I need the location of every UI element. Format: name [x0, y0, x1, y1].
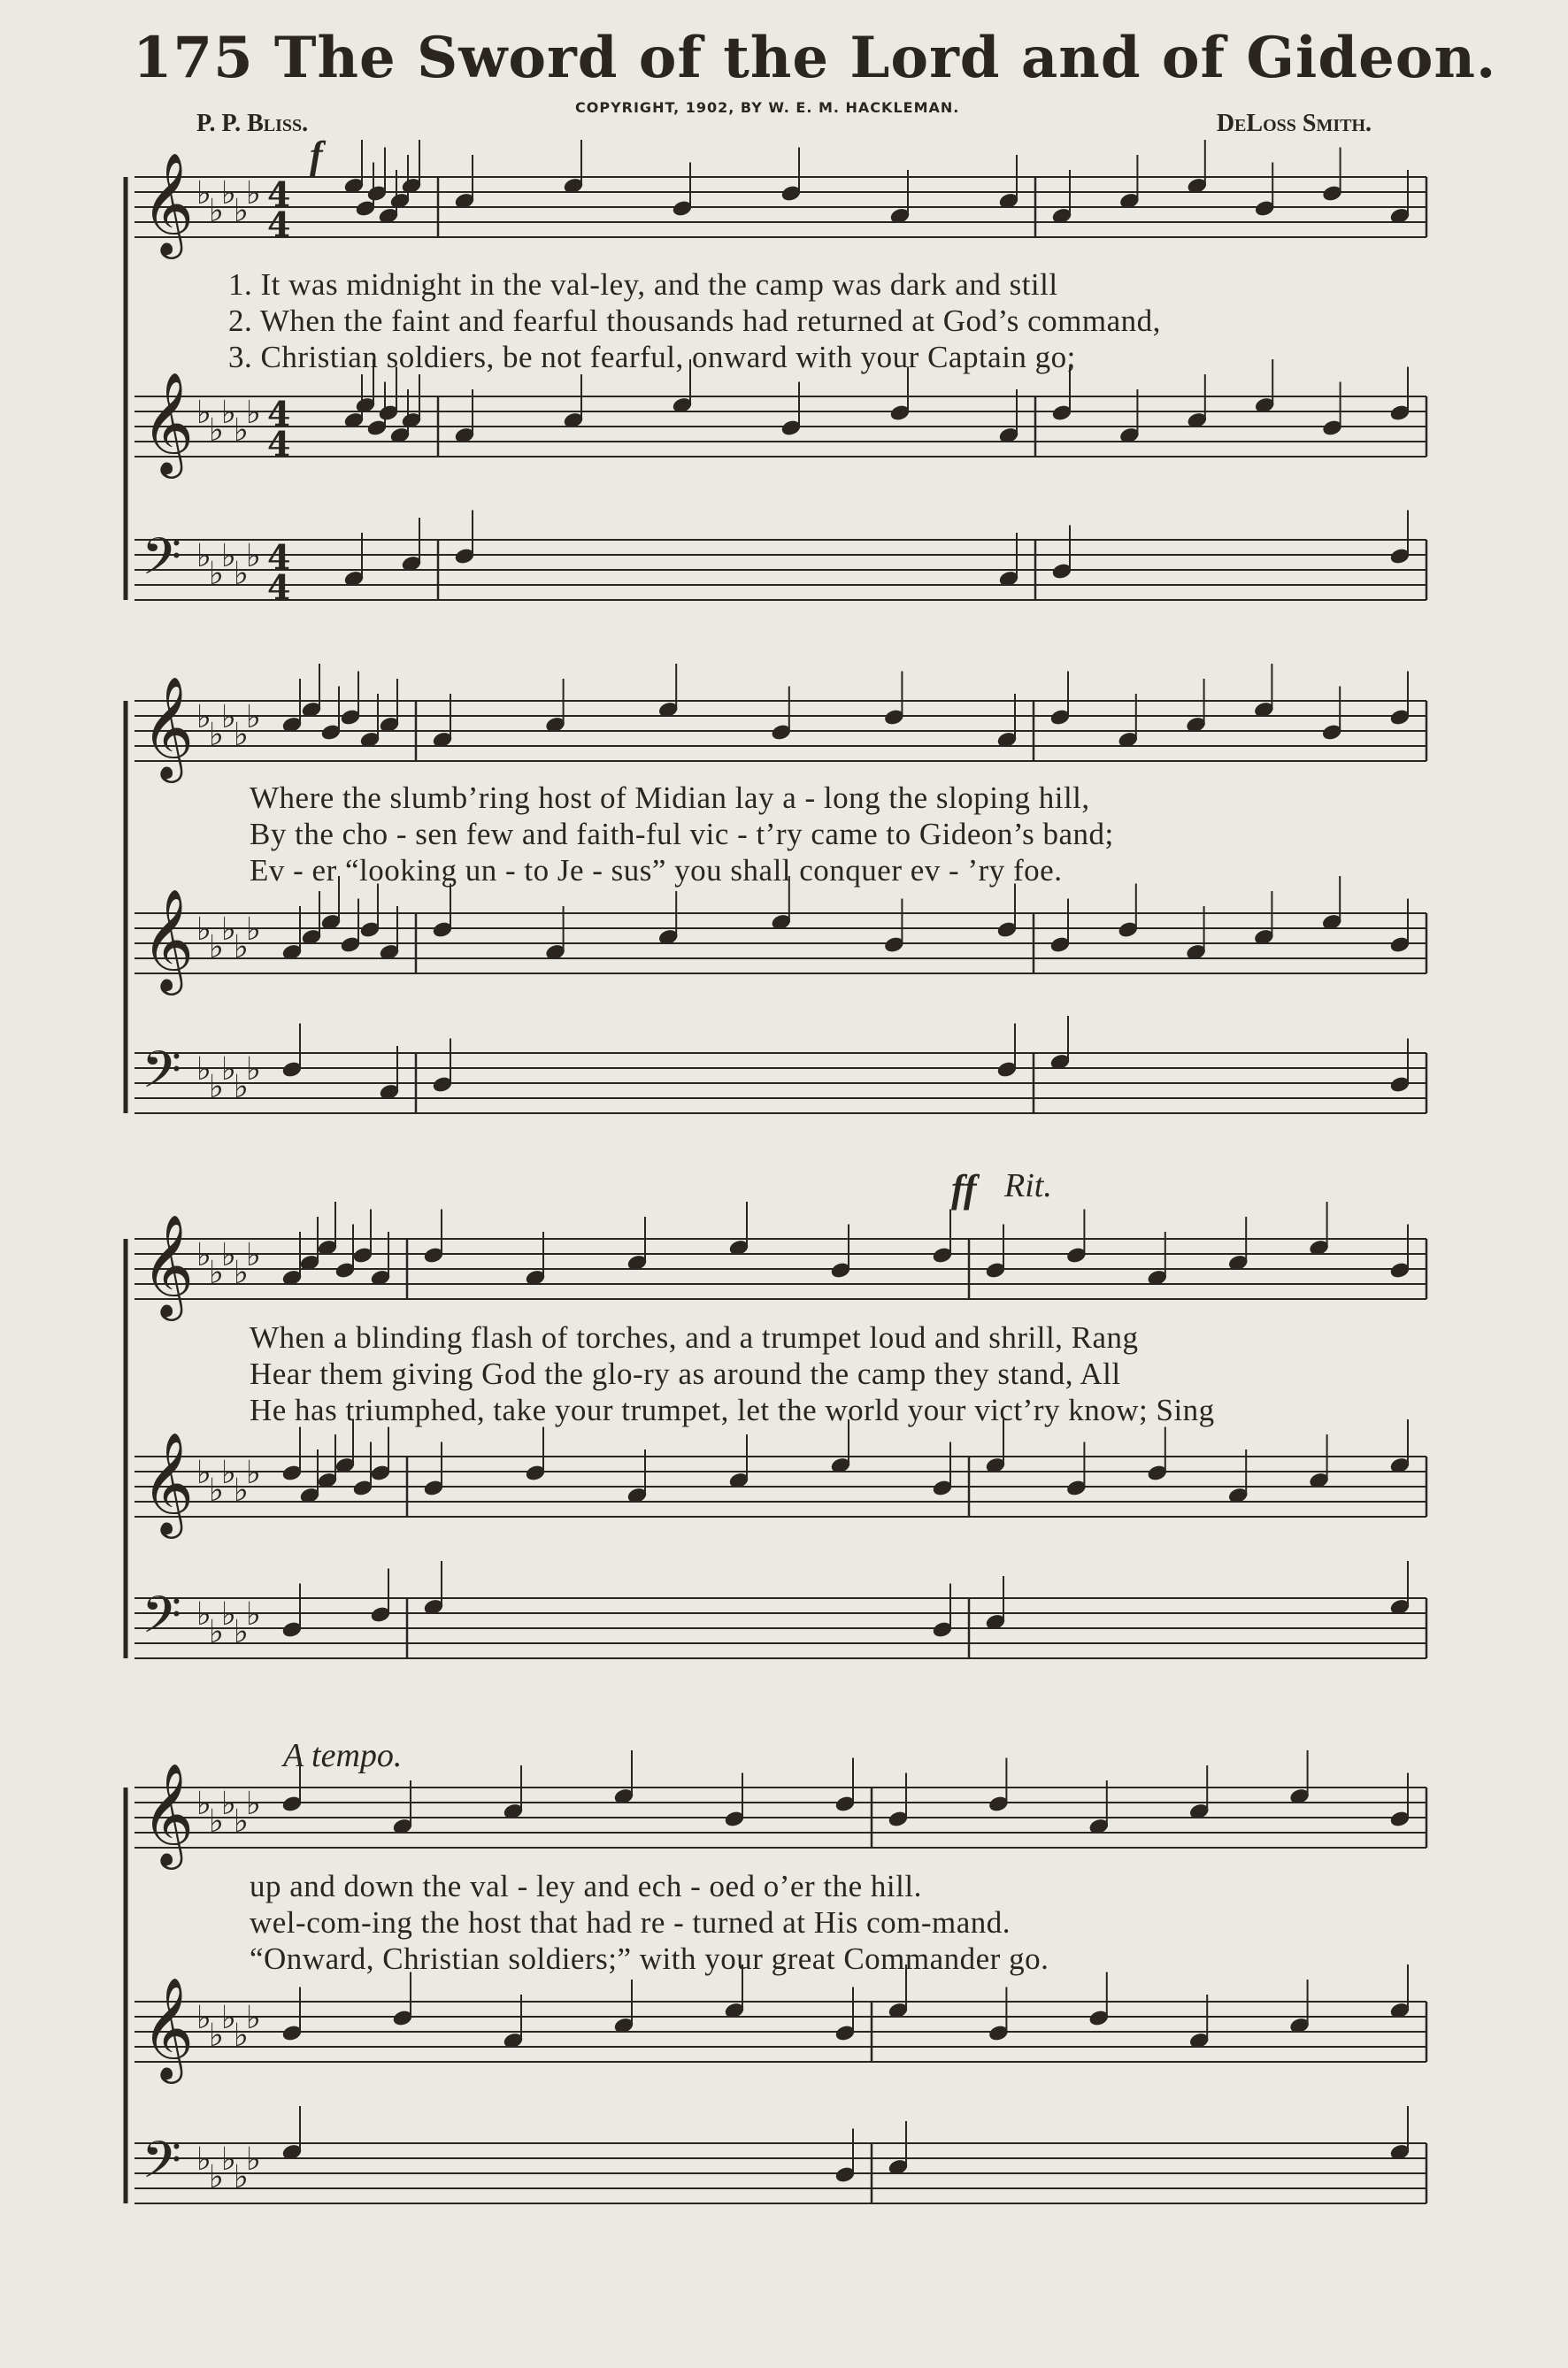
flat-icon: ♭ [209, 1472, 224, 1509]
treble-clef-icon: 𝄞 [142, 1431, 195, 1534]
flat-icon: ♭ [234, 2018, 249, 2054]
time-signature: 4 [267, 424, 291, 464]
melody-staff [135, 1788, 1426, 1848]
lyric-line: Where the slumb’ring host of Midian lay a - long the sloping hill, [250, 780, 1090, 815]
flat-icon: ♭ [209, 1614, 224, 1650]
flat-icon: ♭ [246, 911, 261, 948]
flat-icon: ♭ [234, 1803, 249, 1840]
treble-clef-icon: 𝄞 [142, 888, 195, 991]
bass-staff [135, 1598, 1426, 1658]
lyricist-credit: P. P. Bliss. [196, 110, 309, 137]
flat-icon: ♭ [221, 1455, 236, 1491]
ritardando-marking: Rit. [1004, 1167, 1052, 1204]
bass-staff [135, 1053, 1426, 1113]
hymn-title: The Sword of the Lord and of Gideon. [273, 25, 1497, 91]
flat-icon: ♭ [246, 538, 261, 574]
system-2 [126, 664, 1426, 1113]
flat-icon: ♭ [209, 2018, 224, 2054]
flat-icon: ♭ [209, 1255, 224, 1291]
flat-icon: ♭ [234, 1255, 249, 1291]
flat-icon: ♭ [221, 538, 236, 574]
flat-icon: ♭ [196, 395, 211, 431]
flat-icon: ♭ [246, 2000, 261, 2036]
flat-icon: ♭ [209, 717, 224, 753]
hymn-number: 175 [133, 25, 254, 91]
flat-icon: ♭ [234, 2159, 249, 2195]
flat-icon: ♭ [209, 556, 224, 592]
a-tempo-marking: A tempo. [283, 1737, 403, 1774]
flat-icon: ♭ [196, 1786, 211, 1822]
flat-icon: ♭ [234, 412, 249, 449]
flat-icon: ♭ [209, 412, 224, 449]
flat-icon: ♭ [221, 1596, 236, 1633]
flat-icon: ♭ [209, 193, 224, 229]
time-signature: 4 [267, 537, 291, 577]
lyric-line: 2. When the faint and fearful thousands had returned at God’s command, [228, 304, 1161, 338]
lyric-line: He has triumphed, take your trumpet, let the world your vict’ry know; Sing [250, 1393, 1215, 1427]
flat-icon: ♭ [246, 175, 261, 211]
flat-icon: ♭ [196, 538, 211, 574]
flat-icon: ♭ [234, 556, 249, 592]
alto-staff [135, 2002, 1426, 2062]
time-signature: 4 [267, 174, 291, 214]
treble-clef-icon: 𝄞 [142, 1762, 195, 1865]
flat-icon: ♭ [221, 911, 236, 948]
flat-icon: ♭ [196, 1237, 211, 1273]
flat-icon: ♭ [246, 1786, 261, 1822]
flat-icon: ♭ [196, 699, 211, 735]
bass-clef-icon: 𝄢 [142, 1585, 182, 1657]
flat-icon: ♭ [221, 1237, 236, 1273]
flat-icon: ♭ [234, 1614, 249, 1650]
copyright-notice: COPYRIGHT, 1902, BY W. E. M. HACKLEMAN. [575, 99, 960, 116]
lyric-line: When a blinding flash of torches, and a trumpet loud and shrill, Rang [250, 1320, 1139, 1355]
flat-icon: ♭ [246, 2141, 261, 2178]
flat-icon: ♭ [196, 2141, 211, 2178]
flat-icon: ♭ [209, 2159, 224, 2195]
flat-icon: ♭ [209, 1069, 224, 1105]
flat-icon: ♭ [196, 1596, 211, 1633]
flat-icon: ♭ [221, 2141, 236, 2178]
fortissimo-marking: ff [951, 1167, 977, 1211]
time-signature: 4 [267, 567, 291, 607]
flat-icon: ♭ [196, 175, 211, 211]
flat-icon: ♭ [246, 699, 261, 735]
treble-clef-icon: 𝄞 [142, 1976, 195, 2080]
flat-icon: ♭ [196, 1455, 211, 1491]
flat-icon: ♭ [234, 1472, 249, 1509]
treble-clef-icon: 𝄞 [142, 675, 195, 779]
flat-icon: ♭ [234, 193, 249, 229]
system-3 [126, 1202, 1426, 1658]
lyric-line: By the cho - sen few and faith-ful vic - t’ry came to Gideon’s band; [250, 817, 1114, 851]
melody-staff [135, 177, 1426, 237]
lyric-line: up and down the val - ley and ech - oed o’er the hill. [250, 1869, 922, 1903]
system-4 [126, 1750, 1426, 2203]
treble-clef-icon: 𝄞 [142, 151, 195, 255]
flat-icon: ♭ [196, 911, 211, 948]
flat-icon: ♭ [209, 929, 224, 965]
alto-staff [135, 396, 1426, 457]
flat-icon: ♭ [221, 2000, 236, 2036]
flat-icon: ♭ [221, 1051, 236, 1088]
flat-icon: ♭ [196, 1051, 211, 1088]
flat-icon: ♭ [234, 929, 249, 965]
bass-staff [135, 540, 1426, 600]
flat-icon: ♭ [246, 1051, 261, 1088]
flat-icon: ♭ [234, 1069, 249, 1105]
time-signature: 4 [267, 394, 291, 434]
treble-clef-icon: 𝄞 [142, 1213, 195, 1317]
flat-icon: ♭ [246, 395, 261, 431]
flat-icon: ♭ [246, 1455, 261, 1491]
flat-icon: ♭ [246, 1237, 261, 1273]
flat-icon: ♭ [221, 175, 236, 211]
lyric-line: 3. Christian soldiers, be not fearful, onward with your Captain go; [228, 340, 1076, 374]
time-signature: 4 [267, 204, 291, 244]
flat-icon: ♭ [209, 1803, 224, 1840]
flat-icon: ♭ [221, 1786, 236, 1822]
composer-credit: DeLoss Smith. [1216, 110, 1372, 137]
forte-marking: f [310, 134, 323, 177]
flat-icon: ♭ [196, 2000, 211, 2036]
lyric-line: Ev - er “looking un - to Je - sus” you shall conquer ev - ’ry foe. [250, 853, 1063, 888]
bass-clef-icon: 𝄢 [142, 527, 182, 599]
lyric-line: “Onward, Christian soldiers;” with your great Commander go. [250, 1941, 1049, 1976]
bass-clef-icon: 𝄢 [142, 2130, 182, 2203]
flat-icon: ♭ [221, 395, 236, 431]
flat-icon: ♭ [234, 717, 249, 753]
bass-staff [135, 2143, 1426, 2203]
flat-icon: ♭ [246, 1596, 261, 1633]
lyric-line: 1. It was midnight in the val-ley, and the camp was dark and still [228, 267, 1058, 302]
flat-icon: ♭ [221, 699, 236, 735]
lyric-line: wel-com-ing the host that had re - turned at His com-mand. [250, 1905, 1011, 1940]
bass-clef-icon: 𝄢 [142, 1040, 182, 1112]
lyric-line: Hear them giving God the glo-ry as around the camp they stand, All [250, 1357, 1121, 1391]
treble-clef-icon: 𝄞 [142, 371, 195, 474]
